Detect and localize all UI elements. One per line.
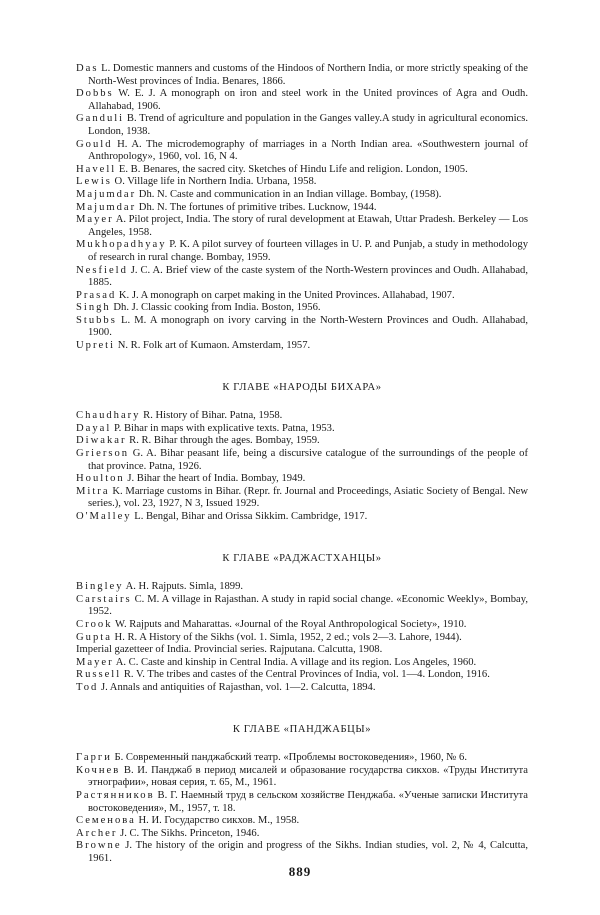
entry-author: Семенова [76, 815, 136, 827]
entry-text: R. V. The tribes and castes of the Central Provinces of India, vol. 1—4. London, 1916. [121, 669, 490, 681]
entry-text: L. Domestic manners and customs of the Hindoos of Northern India, or more strictly speaking of the North-West provinces of India. Benares, 1866. [88, 63, 528, 87]
entry-author: Dayal [76, 422, 112, 434]
heading-spacer [76, 565, 528, 581]
entry-text: C. M. A village in Rajasthan. A study in rapid social change. «Economic Weekly», Bombay, 1952. [88, 593, 528, 618]
bibliography-entry [76, 63, 528, 88]
heading-spacer [76, 736, 528, 752]
bibliography-entry [76, 265, 528, 290]
entry-text: R. R. Bihar through the ages. Bombay, 1959. [126, 435, 320, 447]
bibliography-entry [76, 473, 528, 486]
entry-author: Гарги [76, 752, 112, 764]
section-heading: К ГЛАВЕ «РАДЖАСТХАНЦЫ» [222, 552, 382, 564]
entry-text: G. A. Bihar peasant life, being a discursive catalogue of the surroundings of the people of that province. Patna, 1926. [88, 448, 528, 472]
bibliography-entry [76, 113, 528, 138]
bibliography-entry [76, 139, 528, 164]
heading-spacer [76, 394, 528, 410]
bibliography-entry [76, 486, 528, 511]
entry-text: W. Rajputs and Maharattas. «Journal of the Royal Anthropological Society», 1910. [112, 618, 467, 630]
entry-text: J. Annals and antiquities of Rajasthan, vol. 1—2. Calcutta, 1894. [98, 681, 376, 693]
entry-author: Mayer [76, 214, 114, 226]
entry-author: Растянников [76, 789, 155, 801]
entry-author: Chaudhary [76, 410, 141, 422]
bibliography-section [76, 63, 528, 353]
entry-text: A. H. Rajputs. Simla, 1899. [123, 581, 244, 593]
bibliography-entry [76, 619, 528, 632]
bibliography-entry [76, 239, 528, 264]
page-number: 889 [288, 864, 312, 879]
entry-text: Imperial gazetteer of India. Provincial series. Rajputana. Calcutta, 1908. [76, 644, 383, 656]
section-heading: К ГЛАВЕ «ПАНДЖАБЦЫ» [232, 723, 372, 735]
entry-text: K. J. A monograph on carpet making in the United Provinces. Allahabad, 1907. [116, 289, 455, 301]
bibliography-entry [76, 435, 528, 448]
entry-text: W. E. J. A monograph on iron and steel work in the United provinces of Agra and Oudh. Allahabad, 1906. [88, 88, 528, 112]
entry-text: J. C. A. Brief view of the caste system of the North-Western provinces and Oudh. Allahabad, 1885. [88, 264, 528, 289]
entry-text: L. M. A monograph on ivory carving in the North-Western Provinces and Oudh. Allahabad, 1900. [88, 314, 528, 339]
bibliography-entry [76, 669, 528, 682]
section-spacer [76, 695, 528, 724]
bibliography-entry [76, 581, 528, 594]
entry-author: Dobbs [76, 88, 114, 100]
entry-text: P. K. A pilot survey of fourteen villages in U. P. and Punjab, a study in methodology of research in rural change. Bombay, 1959. [88, 239, 528, 263]
bibliography-entry [76, 644, 528, 657]
entry-author: Havell [76, 163, 117, 175]
entry-author: Prasad [76, 289, 117, 301]
entry-text: Н. И. Государство сикхов. М., 1958. [135, 815, 300, 827]
entry-text: H. A. The microdemography of marriages in a North Indian area. «Southwestern journal of Anthropology», 1960, vol. 16, N 4. [88, 138, 528, 163]
bibliography-entry [76, 448, 528, 473]
entry-text: В. Г. Наемный труд в сельском хозяйстве Пенджаба. «Ученые записки Института востоковедения», М., 1957, т. 18. [88, 789, 528, 814]
entry-author: Mukhopadhyay [76, 239, 167, 251]
entry-author: Upreti [76, 340, 116, 352]
entry-text: O. Village life in Northern India. Urbana, 1958. [111, 176, 317, 188]
entry-author: Das [76, 63, 99, 74]
bibliography-entry [76, 176, 528, 189]
bibliography-entry [76, 410, 528, 423]
bibliography-entry [76, 164, 528, 177]
entry-author: Grierson [76, 448, 130, 460]
entry-text: K. Marriage customs in Bihar. (Repr. fr. Journal and Proceedings, Asiatic Society of Bengal. New series.), vol. 23, 1927, N 3, Issued 1929. [88, 485, 528, 510]
entry-text: В. И. Панджаб в период мисалей и образование государства сикхов. «Труды Института этнографии», новая серия, т. 65, М., 1961. [88, 764, 528, 789]
section-spacer [76, 524, 528, 553]
bibliography-entry [76, 790, 528, 815]
bibliography-entry [76, 189, 528, 202]
entry-author: Singh [76, 302, 111, 314]
entry-text: R. History of Bihar. Patna, 1958. [140, 410, 283, 422]
entry-text: B. Trend of agriculture and population in the Ganges valley.A study in agricultural economics. London, 1938. [88, 113, 528, 137]
entry-author: Tod [76, 681, 99, 693]
bibliography-section [76, 553, 528, 695]
section-spacer [76, 353, 528, 382]
entry-author: Кочнев [76, 764, 121, 776]
entry-text: P. Bihar in maps with explicative texts. Patna, 1953. [111, 422, 335, 434]
bibliography-entry [76, 214, 528, 239]
bibliography-entry [76, 594, 528, 619]
bibliography-entry [76, 682, 528, 695]
entry-text: E. B. Benares, the sacred city. Sketches of Hindu Life and religion. London, 1905. [116, 163, 468, 175]
entry-text: N. R. Folk art of Kumaon. Amsterdam, 1957. [115, 340, 311, 352]
entry-text: A. C. Caste and kinship in Central India. A village and its region. Los Angeles, 1960. [113, 656, 477, 668]
entry-text: J. The history of the origin and progress of the Sikhs. Indian studies, vol. 2, № 4, Calcutta, 1961. [88, 840, 528, 864]
bibliography-entry [76, 752, 528, 765]
bibliography-entry [76, 423, 528, 436]
entry-author: O'Malley [76, 511, 132, 522]
entry-author: Nesfield [76, 264, 128, 276]
bibliography-entry [76, 315, 528, 340]
bibliography-entry [76, 290, 528, 303]
bibliography-entry [76, 302, 528, 315]
entry-author: Browne [76, 840, 122, 852]
entry-author: Diwakar [76, 435, 127, 447]
entry-author: Mitra [76, 485, 110, 497]
entry-text: L. Bengal, Bihar and Orissa Sikkim. Cambridge, 1917. [131, 511, 368, 522]
entry-author: Gould [76, 138, 113, 150]
entry-author: Bingley [76, 581, 124, 593]
entry-author: Lewis [76, 176, 112, 188]
entry-author: Gupta [76, 631, 112, 643]
bibliography-section [76, 724, 528, 866]
entry-text: Dh. N. The fortunes of primitive tribes. Lucknow, 1944. [136, 201, 377, 213]
entry-author: Mayer [76, 656, 114, 668]
entry-author: Carstairs [76, 593, 132, 605]
entry-text: J. Bihar the heart of India. Bombay, 1949. [124, 473, 306, 485]
bibliography-entry [76, 657, 528, 670]
entry-author: Ganduli [76, 113, 125, 125]
entry-author: Houlton [76, 473, 125, 485]
bibliography-section [76, 382, 528, 524]
entry-text: H. R. A History of the Sikhs (vol. 1. Simla, 1952, 2 ed.; vols 2—3. Lahore, 1944). [111, 631, 462, 643]
bibliography-entry [76, 815, 528, 828]
bibliography-entry [76, 840, 528, 865]
entry-author: Russell [76, 669, 122, 681]
bibliography-entry [76, 340, 528, 353]
entry-text: Dh. J. Classic cooking from India. Boston, 1956. [110, 302, 321, 314]
bibliography-entry [76, 202, 528, 215]
bibliography-entry [76, 88, 528, 113]
entry-text: Б. Современный панджабский театр. «Проблемы востоковедения», 1960, № 6. [111, 752, 467, 764]
entry-text: Dh. N. Caste and communication in an Indian village. Bombay, (1958). [136, 188, 442, 200]
entry-author: Majumdar [76, 188, 137, 200]
bibliography-entry [76, 511, 528, 524]
bibliography-entry [76, 828, 528, 841]
entry-text: A. Pilot project, India. The story of rural development at Etawah, Uttar Pradesh. Berkeley — Los Angeles, 1958. [88, 214, 528, 238]
bibliography-entry [76, 632, 528, 645]
bibliography-column [76, 63, 528, 865]
entry-author: Crook [76, 618, 113, 630]
bibliography-entry [76, 765, 528, 790]
entry-author: Archer [76, 827, 118, 839]
entry-author: Stubbs [76, 314, 117, 326]
section-heading: К ГЛАВЕ «НАРОДЫ БИХАРА» [222, 381, 382, 393]
entry-text: J. C. The Sikhs. Princeton, 1946. [117, 827, 260, 839]
entry-author: Majumdar [76, 201, 137, 213]
